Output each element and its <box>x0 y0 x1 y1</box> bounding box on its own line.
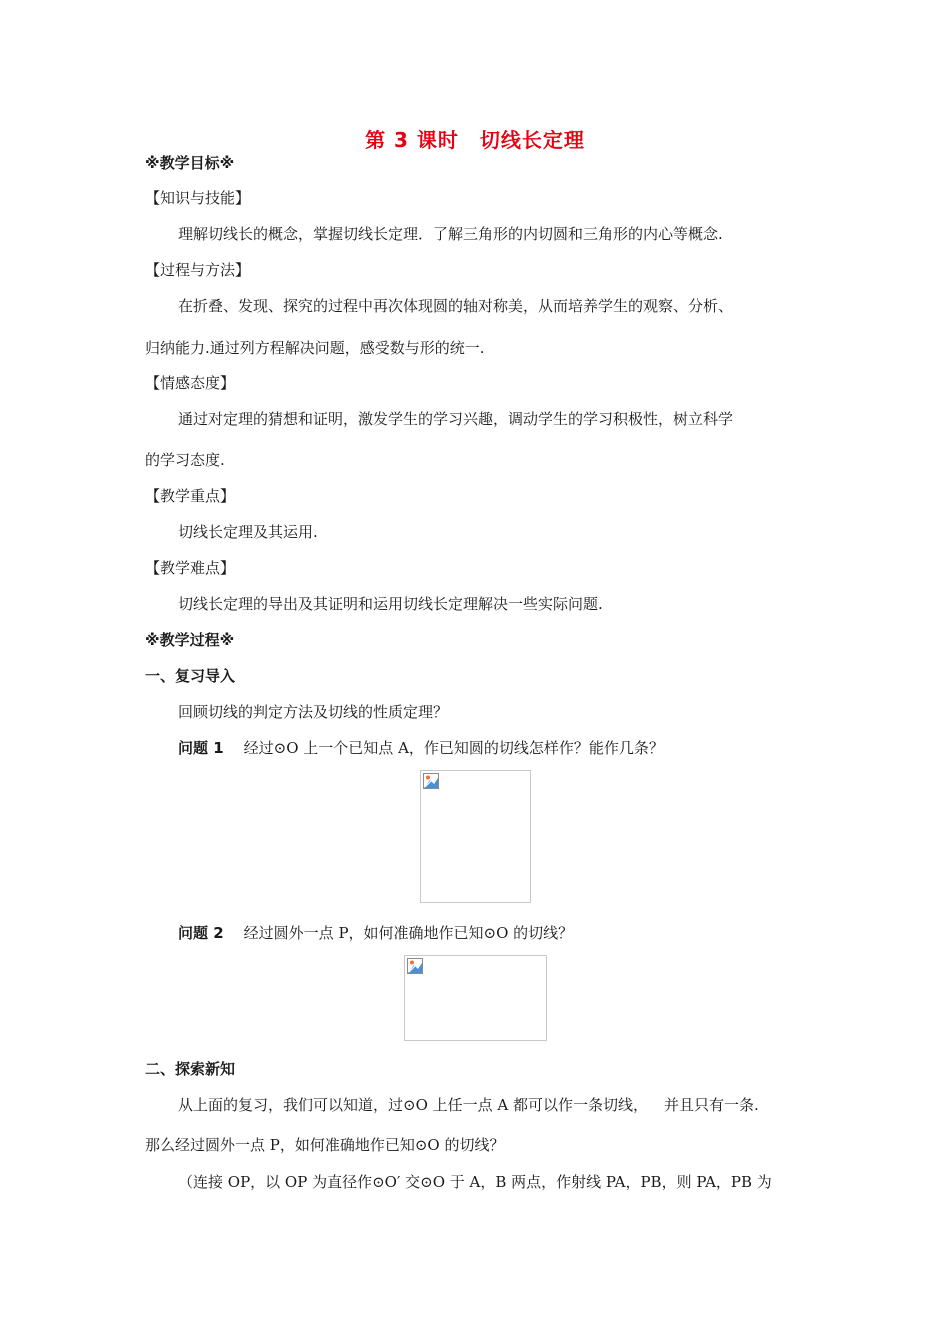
question-2 <box>178 923 573 943</box>
emotion-line-1: 通过对定理的猜想和证明，激发学生的学习兴趣，调动学生的学习积极性，树立科学 <box>178 410 734 428</box>
process-heading: ※教学过程※ <box>145 631 235 649</box>
question-1 <box>178 738 664 758</box>
question-2-text: 经过圆外一点 P，如何准确地作已知⊙O 的切线？ <box>243 924 574 942</box>
question-1-label: 问题 1 <box>178 739 224 757</box>
process-label: 【过程与方法】 <box>145 261 251 279</box>
section-1-heading: 一、复习导入 <box>145 667 236 685</box>
focus-text: 切线长定理及其运用. <box>178 523 318 541</box>
section-2-p1-b: 并且只有一条. <box>664 1096 759 1114</box>
emotion-label: 【情感态度】 <box>145 374 236 392</box>
broken-image-icon <box>423 773 439 789</box>
process-line-2: 归纳能力.通过列方程解决问题，感受数与形的统一. <box>145 339 485 357</box>
lesson-title: 第 3 课时 切线长定理 <box>365 128 585 152</box>
section-2-paragraph-3: （连接 OP，以 OP 为直径作⊙O′ 交⊙O 于 A，B 两点，作射线 PA，PB，则 PA，PB 为 <box>178 1173 772 1191</box>
difficulty-label: 【教学难点】 <box>145 559 236 577</box>
section-1-intro: 回顾切线的判定方法及切线的性质定理？ <box>178 703 449 721</box>
knowledge-text: 理解切线长的概念，掌握切线长定理．了解三角形的内切圆和三角形的内心等概念. <box>178 225 723 243</box>
difficulty-text: 切线长定理的导出及其证明和运用切线长定理解决一些实际问题. <box>178 595 603 613</box>
knowledge-label: 【知识与技能】 <box>145 189 251 207</box>
figure-placeholder-2 <box>404 955 547 1041</box>
question-2-label: 问题 2 <box>178 924 224 942</box>
figure-placeholder-1 <box>420 770 531 903</box>
process-line-1: 在折叠、发现、探究的过程中再次体现圆的轴对称美，从而培养学生的观察、分析、 <box>178 297 734 315</box>
broken-image-icon <box>407 958 423 974</box>
section-2-paragraph-1 <box>178 1095 759 1115</box>
section-2-paragraph-2: 那么经过圆外一点 P，如何准确地作已知⊙O 的切线？ <box>145 1136 505 1154</box>
question-1-text: 经过⊙O 上一个已知点 A，作已知圆的切线怎样作？能作几条？ <box>243 739 664 757</box>
section-2-heading: 二、探索新知 <box>145 1060 236 1078</box>
objectives-heading: ※教学目标※ <box>145 154 235 172</box>
section-2-p1-a: 从上面的复习，我们可以知道，过⊙O 上任一点 A 都可以作一条切线， <box>178 1096 649 1114</box>
emotion-line-2: 的学习态度. <box>145 451 225 469</box>
focus-label: 【教学重点】 <box>145 487 236 505</box>
